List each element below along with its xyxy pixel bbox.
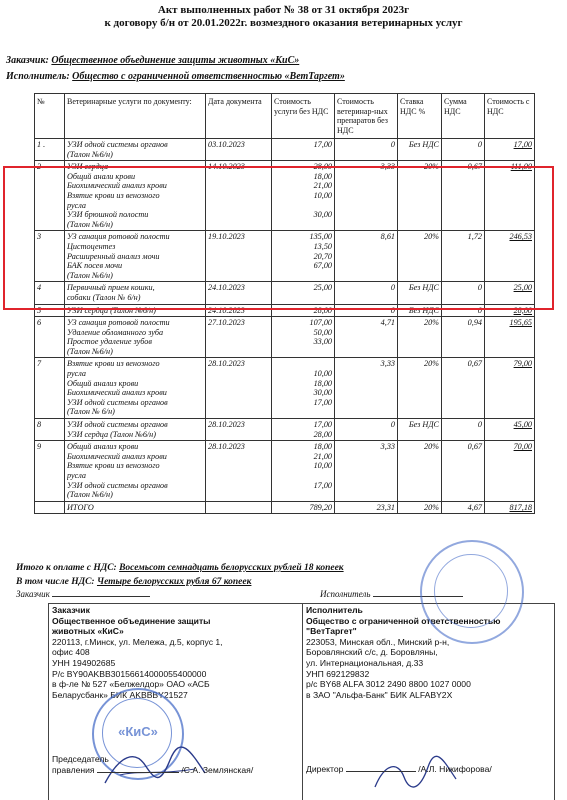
cost-line: 13,50	[313, 241, 332, 251]
service-line: Расширенный анализ мочи	[67, 251, 160, 261]
customer-req-addr2: офис 408	[52, 647, 90, 658]
executor-signer: /А.Л. Никифорова/	[418, 764, 492, 774]
row-date: 27.10.2023	[206, 317, 272, 358]
row-total: 111,00	[485, 161, 535, 231]
service-line: БАК посев мочи	[67, 261, 123, 271]
customer-label: Заказчик:	[6, 55, 49, 66]
pay-value: Восемьсот семнадцать белорусских рублей 18 копеек	[119, 563, 344, 573]
row-vat-rate: Без НДС	[398, 139, 442, 161]
row-vat-sum: 0	[442, 282, 485, 304]
row-drugs: 3,33	[335, 441, 398, 502]
total-drugs: 23,31	[335, 501, 398, 514]
service-line: Общий анали крови	[67, 171, 136, 181]
row-costs	[272, 139, 335, 161]
row-date: 19.10.2023	[206, 231, 272, 282]
service-line: собаки (Талон № 6/н)	[67, 292, 141, 302]
row-vat-rate: Без НДС	[398, 304, 442, 317]
executor-req-bank: в ЗАО "Альфа-Банк" БИК ALFABY2X	[306, 689, 453, 700]
row-costs	[272, 419, 335, 441]
row-drugs: 0	[335, 419, 398, 441]
cost-line	[274, 490, 332, 500]
executor-line	[6, 71, 345, 83]
total-num	[35, 501, 65, 514]
customer-sign-underline	[52, 596, 150, 597]
cost-line	[274, 407, 332, 417]
table-header-row	[35, 94, 535, 139]
table-row	[35, 139, 535, 161]
row-vat-sum: 0	[442, 419, 485, 441]
pay-total-line	[16, 563, 344, 574]
row-drugs: 8,61	[335, 231, 398, 282]
cost-line	[274, 359, 332, 369]
service-line: Первичный прием кошки,	[67, 283, 155, 293]
row-total: 246,53	[485, 231, 535, 282]
cost-line: 28,00	[313, 305, 332, 315]
cost-line: 18,00	[313, 442, 332, 452]
row-drugs: 3,33	[335, 161, 398, 231]
service-line: Взятие крови из венозного	[67, 190, 160, 200]
row-drugs: 0	[335, 304, 398, 317]
row-num: 1 .	[35, 139, 65, 161]
row-vat-rate: 20%	[398, 231, 442, 282]
row-total: 195,65	[485, 317, 535, 358]
executor-req-unp: УНП 692129832	[306, 668, 370, 679]
row-vat-rate: 20%	[398, 317, 442, 358]
customer-req-bank1: в ф-ле № 527 «Белжелдор» ОАО «АСБ	[52, 679, 210, 690]
cost-line	[274, 471, 332, 481]
service-line: Биохимический анализ крови	[67, 181, 167, 191]
total-vat-rate: 20%	[398, 501, 442, 514]
customer-req-head: Заказчик	[52, 605, 90, 615]
row-total: 70,00	[485, 441, 535, 502]
header-vat-sum: Сумма НДС	[442, 94, 485, 139]
service-line: русла	[67, 471, 87, 480]
row-services	[65, 139, 206, 161]
row-date: 24.10.2023	[206, 304, 272, 317]
executor-req-name2: "ВетТаргет"	[306, 626, 357, 637]
act-title: Акт выполненных работ № 38 от 31 октября 2023г	[157, 4, 410, 16]
service-line: русла	[67, 369, 87, 379]
cost-line: 135,00	[309, 232, 332, 242]
cost-line: 10,00	[313, 461, 332, 471]
customer-req-bank2: Беларусбанк» БИК AKBBBY21527	[52, 689, 188, 700]
executor-req-name1: Общество с ограниченной ответственностью	[306, 615, 501, 626]
service-line: УЗ санация ротовой полости	[67, 318, 170, 328]
cost-line: 21,00	[313, 181, 332, 191]
service-line: (Талон №6/н)	[67, 490, 113, 500]
row-drugs: 3,33	[335, 358, 398, 419]
row-vat-rate: 20%	[398, 358, 442, 419]
vat-label: В том числе НДС:	[16, 577, 95, 587]
customer-line	[6, 55, 299, 67]
customer-signer: /С.А. Землянская/	[181, 764, 254, 775]
executor-signature-icon	[370, 755, 460, 795]
pay-label: Итого к оплате с НДС:	[16, 563, 117, 573]
header-service: Ветеринарные услуги по документу:	[65, 94, 206, 139]
cost-line: 18,00	[313, 378, 332, 388]
row-num: 9	[35, 441, 65, 502]
service-line: Биохимический анализ крови	[67, 451, 167, 461]
executor-label: Исполнитель:	[6, 71, 70, 82]
header-cost: Стоимость услуги без НДС	[272, 94, 335, 139]
service-line: УЗИ одной системы органов	[67, 140, 168, 149]
row-num: 2	[35, 161, 65, 231]
cost-line: 17,00	[313, 420, 332, 430]
service-line: Взятие крови из венозного	[67, 359, 160, 369]
executor-role: Директор	[306, 764, 344, 774]
row-costs	[272, 317, 335, 358]
row-vat-sum: 0,94	[442, 317, 485, 358]
cost-line: 30,00	[313, 210, 332, 220]
row-vat-sum: 0	[442, 304, 485, 317]
row-services	[65, 317, 206, 358]
executor-stamp	[420, 540, 524, 644]
total-label: ИТОГО	[65, 501, 206, 514]
row-vat-sum: 1,72	[442, 231, 485, 282]
cost-line: 28,00	[313, 429, 332, 439]
service-line: Взятие крови из венозного	[67, 461, 160, 471]
customer-role2: правления	[52, 764, 95, 775]
service-line: Биохимический анализ крови	[67, 388, 167, 398]
cost-line: 33,00	[313, 337, 332, 347]
customer-req-name2: животных «КиС»	[52, 626, 124, 637]
header-num: №	[35, 94, 65, 139]
row-num: 3	[35, 231, 65, 282]
row-services	[65, 441, 206, 502]
row-costs	[272, 358, 335, 419]
customer-value: Общественное объединение защиты животных «КиС»	[51, 55, 300, 66]
cost-line: 28,00	[313, 162, 332, 172]
total-total: 817,18	[485, 501, 535, 514]
total-cost: 789,20	[272, 501, 335, 514]
act-subtitle: к договору б/н от 20.01.2022г. возмездного оказания ветеринарных услуг	[104, 17, 463, 29]
cost-line: 21,00	[313, 451, 332, 461]
cost-line: 17,00	[313, 480, 332, 490]
row-vat-rate: Без НДС	[398, 282, 442, 304]
vat-total-line	[16, 577, 251, 588]
executor-req-addr3: ул. Интернациональная, д.33	[306, 657, 424, 668]
row-date: 24.10.2023	[206, 282, 272, 304]
service-line: УЗИ сердца (Талон №6/н)	[67, 305, 156, 315]
row-drugs: 0	[335, 139, 398, 161]
row-vat-rate: Без НДС	[398, 419, 442, 441]
row-vat-sum: 0,67	[442, 441, 485, 502]
service-line: (Талон №6/н)	[67, 219, 113, 229]
cost-line: 25,00	[313, 283, 332, 293]
vat-value: Четыре белорусских рубля 67 копеек	[96, 577, 252, 587]
cost-line	[274, 347, 332, 357]
row-num: 8	[35, 419, 65, 441]
row-date: 28.10.2023	[206, 419, 272, 441]
service-line: УЗ санация ротовой полости	[67, 232, 170, 242]
service-line: (Талон №6/н)	[67, 149, 113, 159]
service-line: Общий анализ крови	[67, 378, 139, 388]
service-line: УЗИ сердца (Талон №6/н)	[67, 429, 156, 439]
service-line: УЗИ одной системы органов	[67, 480, 168, 490]
service-line: Простое удаление зубов	[67, 337, 152, 347]
total-date	[206, 501, 272, 514]
cost-line: 17,00	[313, 397, 332, 407]
cost-line: 17,00	[313, 140, 332, 149]
service-line: Удаление обломанного зуба	[67, 327, 164, 337]
row-num: 7	[35, 358, 65, 419]
row-drugs: 0	[335, 282, 398, 304]
header-total: Стоимость с НДС	[485, 94, 535, 139]
customer-sign-label: Заказчик	[16, 589, 50, 599]
header-drugs: Стоимость ветеринар-ных препаратов без НДС	[335, 94, 398, 139]
service-line: УЗИ брюшной полости	[67, 210, 149, 220]
row-drugs: 4,71	[335, 317, 398, 358]
row-num: 6	[35, 317, 65, 358]
table-row	[35, 317, 535, 358]
row-costs	[272, 441, 335, 502]
row-total: 28,00	[485, 304, 535, 317]
customer-signer-block	[52, 754, 297, 775]
table-row	[35, 358, 535, 419]
service-line: (Талон №6/н)	[67, 270, 113, 280]
highlight-box	[3, 166, 554, 310]
executor-sign-label: Исполнитель	[320, 589, 371, 599]
row-date: 28.10.2023	[206, 358, 272, 419]
cost-line: 10,00	[313, 190, 332, 200]
customer-req-unp: УНН 194902685	[52, 657, 116, 668]
row-services	[65, 358, 206, 419]
row-total: 79,00	[485, 358, 535, 419]
cost-line: 30,00	[313, 388, 332, 398]
table-row	[35, 441, 535, 502]
executor-req-account: р/с BY68 ALFA 3012 2490 8800 1027 0000	[306, 679, 471, 690]
service-line: русла	[67, 200, 87, 210]
cost-line: 67,00	[313, 261, 332, 271]
executor-req-head: Исполнитель	[306, 605, 363, 615]
row-total: 17,00	[485, 139, 535, 161]
service-line: (Талон №6/н)	[67, 346, 113, 356]
row-vat-rate: 20%	[398, 441, 442, 502]
customer-sign-line	[16, 589, 150, 599]
executor-value: Общество с ограниченной ответственностью «ВетТаргет»	[72, 71, 345, 82]
executor-req-addr1: 223053, Минская обл., Минский р-н,	[306, 636, 450, 647]
executor-req-addr2: Боровлянский с/с, д. Боровляны,	[306, 647, 438, 658]
row-date: 14.10.2023	[206, 161, 272, 231]
row-vat-sum: 0	[442, 139, 485, 161]
row-date: 03.10.2023	[206, 139, 272, 161]
row-vat-sum: 0,67	[442, 161, 485, 231]
cost-line: 50,00	[313, 327, 332, 337]
cost-line: 107,00	[309, 318, 332, 328]
service-line: (Талон № 6/н)	[67, 407, 115, 417]
cost-line: 10,00	[313, 369, 332, 379]
header-date: Дата документа	[206, 94, 272, 139]
service-line: Цистоцентез	[67, 241, 116, 251]
customer-req-account: Р/с BY90AKBB30156614000055400000	[52, 668, 207, 679]
row-services	[65, 419, 206, 441]
customer-stamp-text: «КиС»	[118, 724, 158, 739]
total-vat-sum: 4,67	[442, 501, 485, 514]
service-line: Общий анализ крови	[67, 442, 139, 452]
row-total: 25,00	[485, 282, 535, 304]
total-row	[35, 501, 535, 514]
customer-role1: Председатель	[52, 754, 109, 764]
customer-req-addr1: 220113, г.Минск, ул. Мележа, д.5, корпус 1,	[52, 636, 223, 647]
row-vat-rate: 20%	[398, 161, 442, 231]
row-total: 45,00	[485, 419, 535, 441]
service-line: УЗИ сердца	[67, 162, 109, 172]
header-vat-rate: Ставка НДС %	[398, 94, 442, 139]
customer-req-name1: Общественное объединение защиты	[52, 615, 211, 626]
row-vat-sum: 0,67	[442, 358, 485, 419]
cost-line: 18,00	[313, 171, 332, 181]
cost-line: 20,70	[313, 251, 332, 261]
customer-requisites	[52, 605, 307, 700]
service-line: УЗИ одной системы органов	[67, 397, 168, 407]
row-num: 5	[35, 304, 65, 317]
executor-signer-block	[306, 764, 554, 775]
table-row	[35, 419, 535, 441]
service-line: УЗИ одной системы органов	[67, 420, 168, 430]
row-num: 4	[35, 282, 65, 304]
row-date: 28.10.2023	[206, 441, 272, 502]
